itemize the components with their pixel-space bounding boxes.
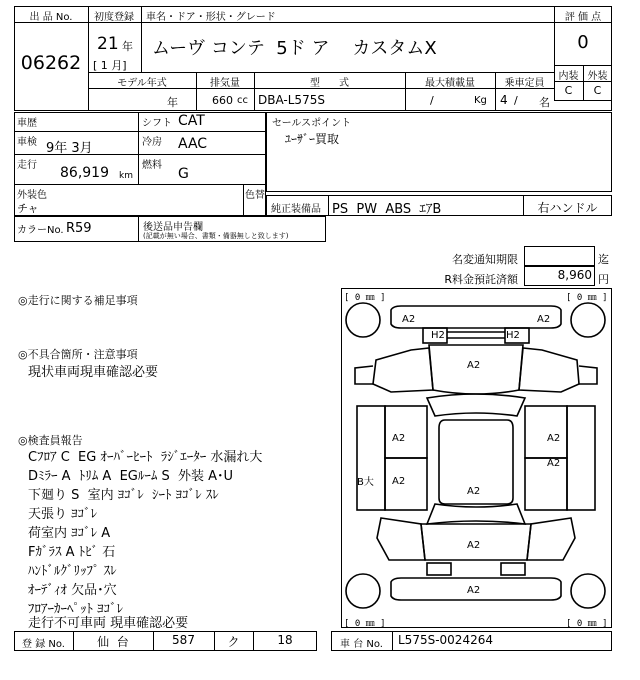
defects-text: 現状車両現車確認必要 bbox=[28, 365, 159, 380]
tire-depth-rear-left: [ 0 ㎜ ] bbox=[344, 619, 386, 629]
score-bottom bbox=[554, 100, 612, 101]
damage-mark-rear-hatch: A2 bbox=[467, 540, 481, 551]
sales-point-label: セールスポイント bbox=[272, 118, 352, 129]
recycle-value: 8,960 bbox=[557, 268, 592, 282]
color-change-divider bbox=[243, 184, 244, 216]
history-label: 車歴 bbox=[17, 118, 37, 129]
type-label: 型 式 bbox=[309, 78, 350, 89]
lot-label: 出 品 No. bbox=[29, 12, 73, 23]
capacity-label: 乗車定員 bbox=[504, 78, 545, 89]
inspector-line: 荷室内 ﾖｺﾞﾚ A bbox=[28, 526, 111, 541]
registration-area: 仙 台 bbox=[97, 635, 129, 649]
displacement-unit: cc bbox=[237, 95, 248, 106]
equipment-label: 純正装備品 bbox=[271, 204, 321, 215]
first-reg-year: 21 bbox=[97, 34, 119, 54]
mileage-unit: km bbox=[119, 171, 133, 181]
damage-mark-front-door-left: A2 bbox=[392, 433, 406, 444]
recycle-unit: 円 bbox=[598, 273, 609, 286]
capacity-value: 4 bbox=[500, 93, 508, 107]
registration-kana: ク bbox=[227, 635, 240, 649]
shift-label: シフト bbox=[142, 118, 172, 129]
damage-mark-rear-bumper: A2 bbox=[467, 585, 481, 596]
exterior-color-value: チャ bbox=[17, 202, 39, 215]
car-name-label: 車名・ドア・形状・グレード bbox=[146, 12, 276, 23]
registration-class: 587 bbox=[172, 633, 195, 647]
lot-number: 06262 bbox=[20, 52, 82, 74]
details-split bbox=[138, 112, 139, 184]
damage-mark-front-door-right: A2 bbox=[547, 433, 561, 444]
inspector-line: Cﾌﾛｱ C EG ｵｰﾊﾞｰﾋｰﾄ ﾗｼﾞｴｰﾀｰ 水漏れ大 bbox=[28, 450, 263, 465]
transfer-deadline-unit: 迄 bbox=[598, 253, 609, 266]
capacity-unit: 名 bbox=[539, 96, 550, 109]
equipment-label-divider bbox=[328, 195, 329, 216]
inspection-label: 車検 bbox=[17, 137, 37, 148]
interior-grade: C bbox=[564, 84, 573, 97]
exterior-grade: C bbox=[593, 84, 602, 97]
first-reg-month: [ 1 月] bbox=[93, 59, 127, 72]
inspector-line: Fｶﾞﾗｽ A ﾄﾋﾞ 石 bbox=[28, 545, 116, 560]
color-no-label: カラーNo. bbox=[17, 225, 64, 236]
load-label: 最大積載量 bbox=[425, 78, 475, 89]
tire-depth-front-left: [ 0 ㎜ ] bbox=[344, 293, 386, 303]
sales-point-value: ﾕｰｻﾞｰ買取 bbox=[285, 132, 340, 146]
color-change-label: 色替 bbox=[245, 190, 265, 201]
first-reg-divider bbox=[141, 6, 142, 72]
details-row1 bbox=[14, 131, 266, 132]
damage-mark-headlamp-left: H2 bbox=[431, 330, 445, 341]
score-value: 0 bbox=[577, 32, 589, 53]
inspector-heading: ◎検査員報告 bbox=[18, 434, 83, 447]
chassis-divider bbox=[392, 631, 393, 651]
registration-number: 18 bbox=[277, 633, 293, 647]
damage-mark-headlamp-right: H2 bbox=[506, 330, 520, 341]
fuel-label: 燃料 bbox=[142, 160, 162, 171]
handle-value: 右ハンドル bbox=[537, 201, 598, 215]
registration-label: 登 録 No. bbox=[22, 639, 65, 650]
inspector-line: 下廻り S 室内 ﾖｺﾞﾚ ｼｰﾄ ﾖｺﾞﾚ ｽﾚ bbox=[28, 488, 219, 503]
ac-value: AAC bbox=[178, 136, 208, 152]
score-label: 評 価 点 bbox=[564, 12, 602, 23]
transfer-deadline-box bbox=[524, 246, 595, 266]
defects-heading: ◎不具合箇所・注意事項 bbox=[18, 348, 138, 361]
car-name: ムーヴ コンテ 5ド ア カスタムX bbox=[152, 38, 437, 59]
mileage-label: 走行 bbox=[17, 160, 37, 171]
inspector-line: ﾊﾝﾄﾞﾙｸﾞﾘｯﾌﾟ ｽﾚ bbox=[28, 564, 117, 579]
inspector-line: Dﾐﾗｰ A ﾄﾘﾑ A EGﾙｰﾑ S 外装 A･U bbox=[28, 469, 234, 484]
type-value: DBA-L575S bbox=[258, 93, 325, 107]
model-year-label: モデル年式 bbox=[117, 78, 167, 89]
load-unit: Kg bbox=[474, 95, 487, 106]
damage-mark-left-side: B大 bbox=[357, 477, 374, 488]
car-diagram bbox=[341, 288, 612, 628]
damage-mark-rear-door-left: A2 bbox=[392, 476, 406, 487]
driving-heading: ◎走行に関する補足事項 bbox=[18, 294, 138, 307]
mileage-value: 86,919 bbox=[60, 165, 109, 181]
damage-mark-roof: A2 bbox=[467, 486, 481, 497]
damage-mark-front-bumper-left: A2 bbox=[402, 314, 416, 325]
interior-label: 内装 bbox=[558, 71, 579, 82]
tire-depth-front-right: [ 0 ㎜ ] bbox=[566, 293, 608, 303]
damage-mark-rear-door-right: A2 bbox=[547, 458, 561, 469]
chassis-label: 車 台 No. bbox=[340, 639, 383, 650]
displacement-value: 660 bbox=[212, 94, 233, 107]
equipment-value: PS PW ABS ｴｱB bbox=[332, 202, 442, 217]
model-year-unit: 年 bbox=[167, 96, 178, 109]
capacity-slash: / bbox=[514, 94, 518, 107]
ac-label: 冷房 bbox=[142, 137, 162, 148]
first-reg-label: 初度登録 bbox=[94, 12, 134, 23]
transfer-deadline-label: 名変通知期限 bbox=[452, 253, 518, 266]
damage-mark-front-bumper-right: A2 bbox=[537, 314, 551, 325]
tire-depth-rear-right: [ 0 ㎜ ] bbox=[566, 619, 608, 629]
inspection-value: 9年 3月 bbox=[46, 141, 93, 156]
exterior-label: 外装 bbox=[587, 71, 608, 82]
inspector-line: 天張り ﾖｺﾞﾚ bbox=[28, 507, 98, 522]
inspector-line: 走行不可車両 現車確認必要 bbox=[28, 616, 189, 631]
aftermarket-label: 後送品申告欄 bbox=[143, 222, 203, 233]
color-no-divider bbox=[138, 216, 139, 242]
inspector-line: ﾌﾛｱｰｶｰﾍﾟｯﾄ ﾖｺﾞﾚ bbox=[28, 602, 124, 617]
recycle-label: R料金預託済額 bbox=[444, 273, 518, 286]
color-no-value: R59 bbox=[66, 221, 92, 236]
details-left-block bbox=[14, 112, 266, 216]
aftermarket-note: (記載が無い場合、書類・備器無しと致します) bbox=[143, 232, 289, 240]
fuel-value: G bbox=[178, 166, 189, 182]
details-row3 bbox=[14, 184, 266, 185]
load-slash: / bbox=[430, 94, 434, 107]
inspector-line: ｵｰﾃﾞｨｵ 欠品･穴 bbox=[28, 583, 117, 598]
exterior-color-label: 外装色 bbox=[17, 190, 47, 201]
spec-top bbox=[88, 72, 554, 73]
shift-value: CAT bbox=[178, 113, 205, 129]
first-reg-year-unit: 年 bbox=[122, 40, 133, 53]
damage-mark-hood: A2 bbox=[467, 360, 481, 371]
chassis-number: L575S-0024264 bbox=[398, 633, 493, 647]
displacement-label: 排気量 bbox=[210, 78, 240, 89]
